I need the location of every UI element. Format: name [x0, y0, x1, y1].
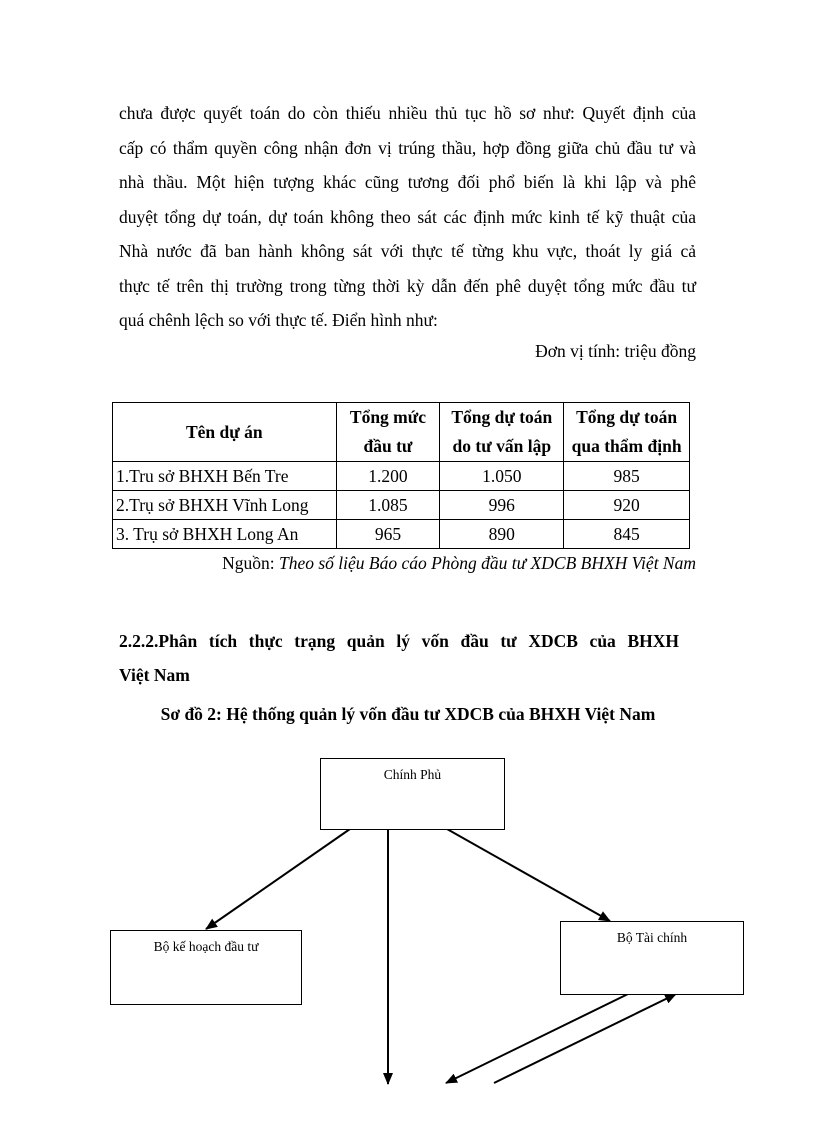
section-heading	[119, 624, 679, 692]
unit-note: Đơn vị tính: triệu đồng	[535, 341, 696, 361]
table-row	[113, 520, 690, 549]
paragraph-line: thực tế trên thị trường trong từng thời kỳ dẫn đến phê duyệt tổng mức đầu tư	[119, 275, 696, 296]
header-project-name: Tên dự án	[113, 403, 337, 462]
cell-project-name: 2.Trụ sở BHXH Vĩnh Long	[113, 491, 337, 520]
paragraph-line: duyệt tổng dự toán, dự toán không theo sát các định mức kinh tế kỹ thuật của	[119, 206, 696, 227]
table-source	[222, 553, 696, 574]
cell-appraised: 985	[564, 462, 690, 491]
project-cost-table	[112, 402, 690, 549]
source-prefix: Nguồn:	[222, 553, 279, 573]
arrow-gov-to-finance	[447, 829, 610, 921]
cell-appraised: 920	[564, 491, 690, 520]
node-finance-ministry	[560, 921, 744, 995]
cell-total: 965	[336, 520, 440, 549]
cell-total: 1.200	[336, 462, 440, 491]
cell-project-name: 1.Tru sở BHXH Bến Tre	[113, 462, 337, 491]
node-planning-label: Bộ kế hoạch đầu tư	[153, 939, 259, 954]
body-paragraph	[119, 96, 696, 338]
section-heading-line2: Việt Nam	[119, 665, 190, 685]
table-row	[113, 462, 690, 491]
arrow-gov-to-planning	[206, 829, 350, 929]
paragraph-line: chưa được quyết toán do còn thiếu nhiều thủ tục hồ sơ như: Quyết định của	[119, 103, 696, 123]
cell-consultant: 890	[440, 520, 564, 549]
table-header-row	[113, 403, 690, 462]
section-heading-line1: 2.2.2.Phân tích thực trạng quản lý vốn đầu tư XDCB của BHXH	[119, 631, 679, 651]
node-planning-ministry	[110, 930, 302, 1005]
cell-project-name: 3. Trụ sở BHXH Long An	[113, 520, 337, 549]
cell-consultant: 1.050	[440, 462, 564, 491]
table-row	[113, 491, 690, 520]
paragraph-line: nhà thầu. Một hiện tượng khác cũng tương đối phổ biến là khi lập và phê	[119, 172, 696, 192]
node-government	[320, 758, 505, 830]
cell-consultant: 996	[440, 491, 564, 520]
cell-total: 1.085	[336, 491, 440, 520]
paragraph-line: quá chênh lệch so với thực tế. Điển hình như:	[119, 310, 438, 330]
source-text: Theo số liệu Báo cáo Phòng đầu tư XDCB BHXH Việt Nam	[278, 553, 696, 573]
paragraph-line: cấp có thẩm quyền công nhận đơn vị trúng thầu, hợp đồng giữa chủ đầu tư và	[119, 137, 696, 158]
arrow-finance-down	[446, 994, 628, 1083]
header-consultant-estimate: Tổng dự toán do tư vấn lập	[440, 403, 564, 462]
paragraph-line: Nhà nước đã ban hành không sát với thực tế từng khu vực, thoát ly giá cả	[119, 241, 696, 261]
node-government-label: Chính Phủ	[383, 767, 442, 782]
diagram-title: Sơ đồ 2: Hệ thống quản lý vốn đầu tư XDCB của BHXH Việt Nam	[160, 704, 656, 724]
header-appraised-estimate: Tổng dự toán qua thẩm định	[564, 403, 690, 462]
header-total-investment: Tổng mức đầu tư	[336, 403, 440, 462]
node-finance-label: Bộ Tài chính	[616, 930, 688, 945]
cell-appraised: 845	[564, 520, 690, 549]
arrow-up-to-finance	[494, 994, 676, 1083]
